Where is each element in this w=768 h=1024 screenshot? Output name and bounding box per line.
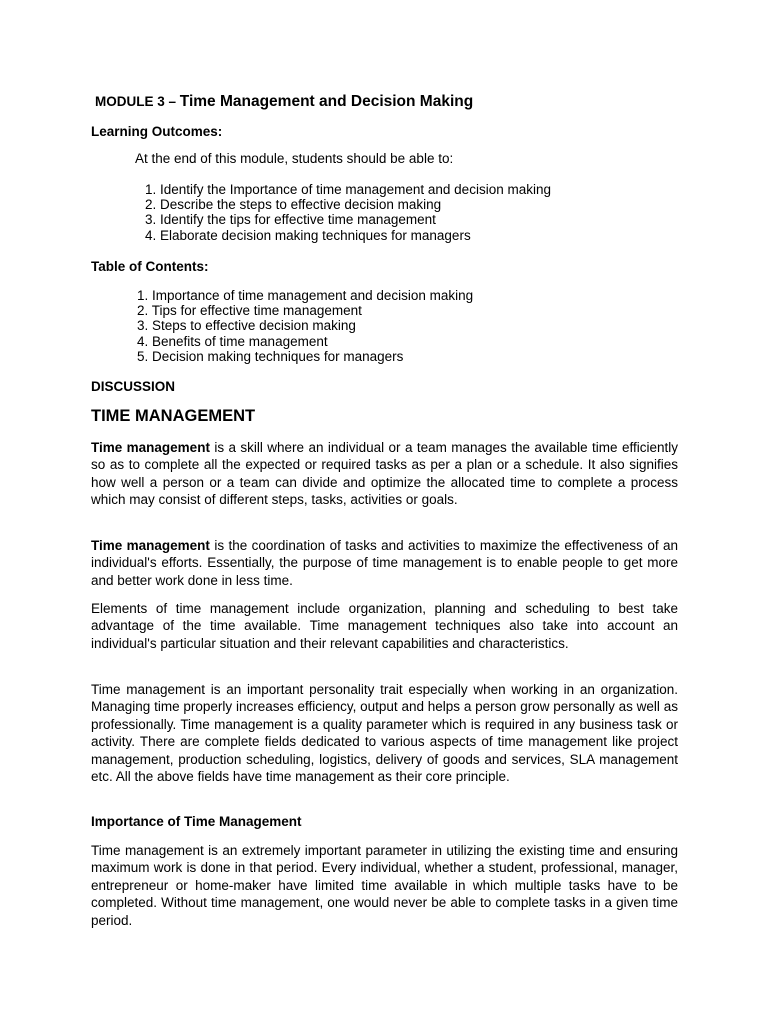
learning-outcomes-intro: At the end of this module, students should be able to: xyxy=(135,151,454,166)
list-item: 2. Tips for effective time management xyxy=(137,303,362,319)
section-title: TIME MANAGEMENT xyxy=(91,407,256,425)
list-item: 4. Benefits of time management xyxy=(137,333,328,349)
list-item: 3. Identify the tips for effective time management xyxy=(145,212,436,228)
term-bold: Time management xyxy=(91,538,210,553)
importance-heading: Importance of Time Management xyxy=(91,814,302,829)
list-item: 4. Elaborate decision making techniques for managers xyxy=(145,227,471,243)
paragraph-time-management-coordination xyxy=(91,537,678,589)
term-bold: Time management xyxy=(91,440,210,455)
module-title-text: Time Management and Decision Making xyxy=(179,93,474,110)
list-item: 5. Decision making techniques for managers xyxy=(137,348,404,364)
table-of-contents-heading: Table of Contents: xyxy=(91,259,209,274)
paragraph-text: is the coordination of tasks and activities to maximize the effectiveness of an individual's efforts. Essentially, the purpose of time management is to enable people to get more and better work done in less time. xyxy=(91,538,678,588)
list-item: 2. Describe the steps to effective decision making xyxy=(145,197,442,213)
table-of-contents-list xyxy=(137,288,473,364)
module-title xyxy=(95,93,473,111)
list-item: 1. Importance of time management and decision making xyxy=(137,288,474,303)
paragraph-time-management-definition xyxy=(91,439,678,509)
module-number: MODULE 3 – xyxy=(95,94,180,109)
paragraph-text: is a skill where an individual or a team manages the available time efficiently so as to complete all the expected or required tasks as per a plan or a schedule. It also signifies how well a person or a team can divide and optimize the allocated time to complete a process which may consist of different steps, tasks, activities or goals. xyxy=(91,440,678,508)
list-item: 1. Identify the Importance of time management and decision making xyxy=(145,182,551,197)
list-item: 3. Steps to effective decision making xyxy=(137,318,356,334)
learning-outcomes-heading: Learning Outcomes: xyxy=(91,124,223,139)
paragraph-importance: Time management is an extremely important parameter in utilizing the existing time and ensuring maximum work is done in that period. Every individual, whether a student, professional, manager, entrepreneur or home-maker have limited time available in which multiple tasks have to be completed. Without time management, one would never be able to complete tasks in a given time period. xyxy=(91,843,678,928)
learning-outcomes-list xyxy=(145,182,551,243)
paragraph-elements: Elements of time management include organization, planning and scheduling to best take advantage of the time available. Time management techniques also take into account an individual's particular situation and their relevant capabilities and characteristics. xyxy=(91,601,678,651)
discussion-heading: DISCUSSION xyxy=(91,379,176,394)
paragraph-personality-trait: Time management is an important personality trait especially when working in an organization. Managing time properly increases efficiency, output and helps a person grow personally as well as professionally. Time management is a quality parameter which is required in any business task or activity. There are complete fields dedicated to various aspects of time management like project management, production scheduling, logistics, delivery of goods and services, SLA management etc. All the above fields have time management as their core principle. xyxy=(91,682,678,785)
